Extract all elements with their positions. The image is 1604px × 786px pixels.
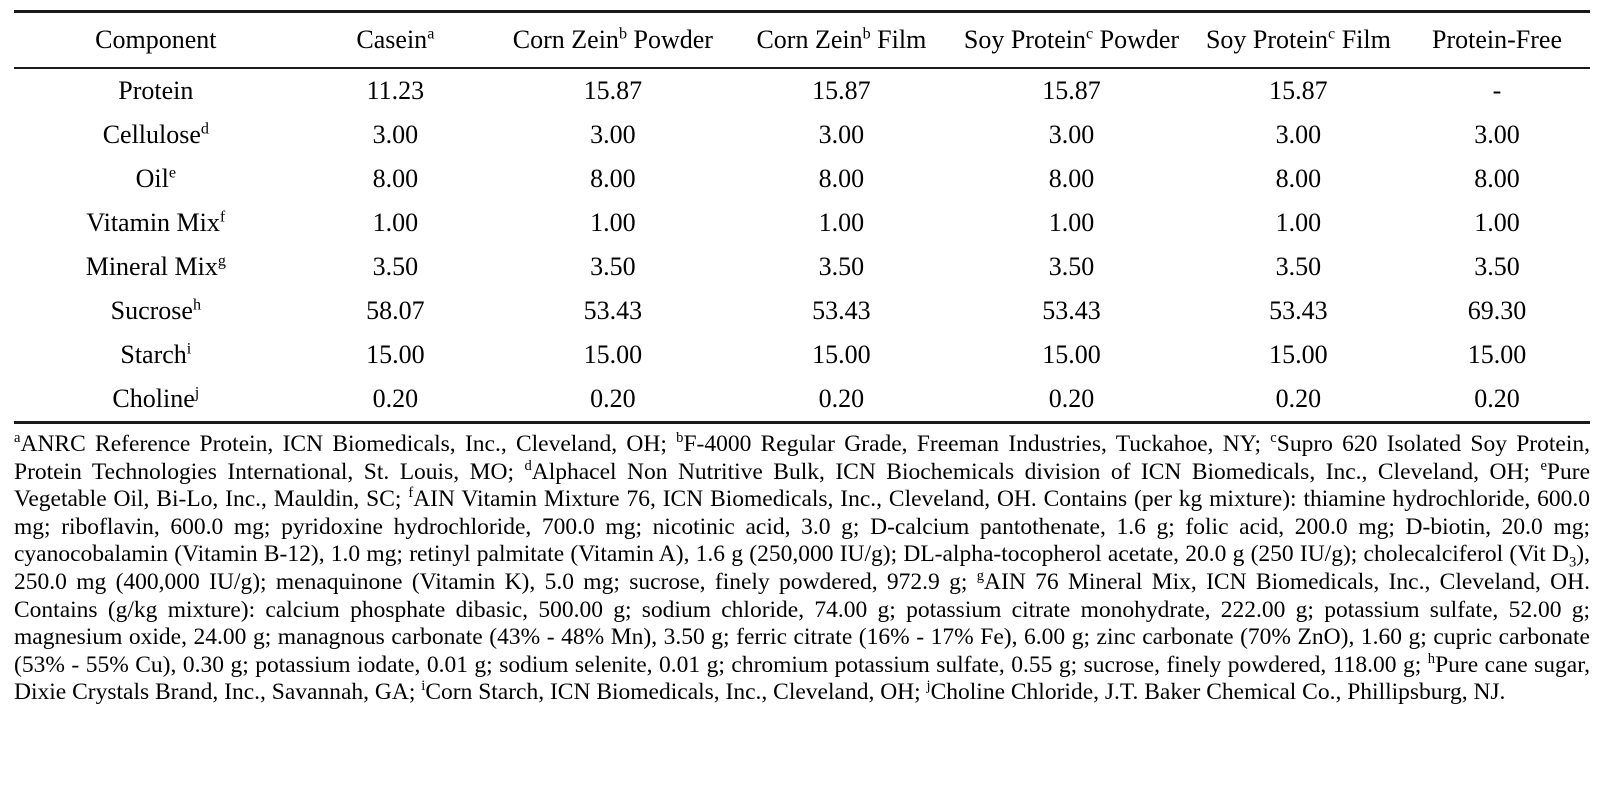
column-header-protein-free-label: Protein-Free [1432, 25, 1562, 54]
footnote-marker-h: h [1427, 651, 1436, 668]
footnote-text-d: Alphacel Non Nutritive Bulk, ICN Biochemicals division of ICN Biomedicals, Inc., Cleveland, OH; [531, 458, 1541, 485]
footnote-marker: i [186, 340, 192, 358]
footnote-text-g: AIN 76 Mineral Mix, ICN Biomedicals, Inc., Cleveland, OH. Contains (g/kg mixture): calcium phosphate dibasic, 500.00 g; sodium chloride, 74.00 g; potassium citrate monohydrate, 222.00 g; potassium sulfate, 52.00 g; magnesium oxide, 24.00 g; managnous carbonate (43% - 48% Mn), 3.50 g; ferric citrate (16% - 17% Fe), 6.00 g; zinc carbonate (70% ZnO), 1.60 g; cupric carbonate (53% - 55% Cu), 0.30 g; potassium iodate, 0.01 g; sodium selenite, 0.01 g; chromium potassium sulfate, 0.55 g; sucrose, finely powdered, 118.00 g; [14, 569, 1590, 678]
row-label-text: Sucrose [110, 296, 193, 325]
cell-soy-protein-film: 8.00 [1275, 164, 1322, 193]
cell-corn-zein-powder: 0.20 [590, 384, 636, 413]
table-footnotes [14, 431, 1590, 707]
vitamin-d3-subscript: 3 [1569, 555, 1577, 572]
footnote-text-f-part1: AIN Vitamin Mixture 76, ICN Biomedicals, Inc., Cleveland, OH. Contains (per kg mixture): thiamine hydrochloride, 600.0 mg; riboflavin, 600.0 mg; pyridoxine hydrochloride, 700.0 mg; nicotinic acid, 3.0 g; D-calcium pantothenate, 1.6 g; folic acid, 200.0 mg; D-biotin, 20.0 mg; cyanocobalamin (Vitamin B-12), 1.0 mg; retinyl palmitate (Vitamin A), 1.6 g (250,000 IU/g); DL-alpha-tocopherol acetate, 20.0 g (250 IU/g); cholecalciferol (Vit D [14, 486, 1590, 568]
row-label [14, 333, 298, 377]
footnote-text-e: Pure Vegetable Oil, Bi-Lo, Inc., Mauldin, SC; [14, 458, 1590, 513]
cell-protein-free: 3.50 [1474, 252, 1520, 281]
footnote-marker-g: g [976, 568, 985, 585]
row-label-text: Oil [135, 164, 169, 193]
row-label-text: Protein [118, 76, 194, 105]
cell-soy-protein-powder: 15.00 [1042, 340, 1101, 369]
column-header-corn-zein-powder-suffix: Powder [627, 25, 713, 54]
cell-soy-protein-film: 15.87 [1269, 76, 1328, 105]
cell-corn-zein-film: 3.00 [818, 120, 865, 149]
footnote-marker-c: c [1270, 430, 1277, 447]
cell-casein: 3.00 [372, 120, 419, 149]
footnote-marker-b: b [618, 25, 627, 43]
cell-soy-protein-powder: 0.20 [1048, 384, 1095, 413]
table-row [14, 69, 1590, 113]
footnote-marker-c: c [1085, 25, 1094, 43]
column-header-soy-protein-film-suffix: Film [1335, 25, 1391, 54]
table-row [14, 201, 1590, 245]
footnote-marker-c: c [1328, 25, 1336, 43]
diet-composition-table [14, 13, 1590, 67]
cell-soy-protein-film: 3.00 [1275, 120, 1322, 149]
column-header-protein-free [1404, 13, 1590, 67]
cell-soy-protein-film: 15.00 [1269, 340, 1328, 369]
footnote-marker-e: e [1540, 457, 1547, 474]
row-label-text: Vitamin Mix [86, 208, 220, 237]
cell-casein: 11.23 [366, 76, 425, 105]
cell-casein: 3.50 [372, 252, 419, 281]
cell-soy-protein-powder: 3.00 [1048, 120, 1095, 149]
column-header-corn-zein-film-suffix: Film [870, 25, 927, 54]
cell-protein-free: 8.00 [1474, 164, 1520, 193]
footnote-marker: f [219, 208, 226, 226]
cell-corn-zein-powder: 53.43 [583, 296, 643, 325]
row-label-text: Choline [112, 384, 195, 413]
column-header-soy-protein-powder-label: Soy Protein [963, 25, 1086, 54]
cell-corn-zein-film: 0.20 [818, 384, 865, 413]
row-label [14, 157, 298, 201]
footnote-marker: e [168, 164, 177, 182]
row-label-text: Cellulose [102, 120, 201, 149]
column-header-soy-protein-film [1193, 13, 1404, 67]
footnote-text-a: ANRC Reference Protein, ICN Biomedicals, Inc., Cleveland, OH; [20, 431, 677, 457]
column-header-soy-protein-film-label: Soy Protein [1205, 25, 1329, 54]
table-row [14, 157, 1590, 201]
footnote-text-f-part2: ), 250.0 mg (400,000 IU/g); menaquinone (Vitamin K), 5.0 mg; sucrose, finely powdered, 972.9 g; [14, 541, 1590, 596]
cell-protein-free: 1.00 [1474, 208, 1520, 237]
table-row [14, 113, 1590, 157]
cell-protein-free: 69.30 [1467, 296, 1527, 325]
row-label [14, 245, 298, 289]
cell-soy-protein-film: 1.00 [1275, 208, 1322, 237]
cell-casein: 15.00 [366, 340, 425, 369]
footnote-text-c: Supro 620 Isolated Soy Protein, Protein Technologies International, St. Louis, MO; [14, 431, 1590, 485]
cell-corn-zein-film: 8.00 [818, 164, 865, 193]
cell-protein-free: 15.00 [1467, 340, 1527, 369]
cell-casein: 58.07 [366, 296, 425, 325]
column-header-corn-zein-powder-label: Corn Zein [512, 25, 619, 54]
footnote-marker-b: b [676, 430, 684, 447]
row-label [14, 201, 298, 245]
cell-soy-protein-powder: 8.00 [1048, 164, 1095, 193]
column-header-casein [298, 13, 493, 67]
row-label-text: Mineral Mix [85, 252, 218, 281]
column-header-corn-zein-film-label: Corn Zein [756, 25, 863, 54]
footnote-text-h: Pure cane sugar, Dixie Crystals Brand, Inc., Savannah, GA; [14, 651, 1591, 706]
cell-corn-zein-powder: 1.00 [590, 208, 636, 237]
footnote-marker: d [200, 120, 209, 138]
table-row [14, 289, 1590, 333]
cell-protein-free: - [1492, 76, 1502, 105]
cell-corn-zein-film: 15.00 [812, 340, 871, 369]
footnote-marker-a: a [427, 25, 435, 43]
cell-corn-zein-film: 3.50 [818, 252, 865, 281]
cell-corn-zein-powder: 15.00 [583, 340, 643, 369]
footnote-marker-d: d [524, 457, 532, 474]
footnote-marker: g [217, 252, 226, 270]
cell-soy-protein-film: 53.43 [1269, 296, 1328, 325]
footnote-text-j: Choline Chloride, J.T. Baker Chemical Co., Phillipsburg, NJ. [930, 679, 1506, 706]
row-label [14, 69, 298, 113]
cell-corn-zein-film: 15.87 [812, 76, 871, 105]
table-row [14, 333, 1590, 377]
row-label [14, 377, 298, 421]
row-label [14, 289, 298, 333]
footnote-marker: j [194, 384, 200, 402]
footnote-paragraph [14, 431, 1590, 707]
cell-protein-free: 3.00 [1474, 120, 1520, 149]
cell-corn-zein-powder: 3.00 [590, 120, 636, 149]
table-row [14, 377, 1590, 421]
footnote-marker-i: i [421, 678, 426, 695]
cell-soy-protein-powder: 53.43 [1042, 296, 1101, 325]
row-label-text: Starch [120, 340, 187, 369]
column-header-component [14, 13, 298, 67]
cell-corn-zein-powder: 3.50 [590, 252, 636, 281]
column-header-casein-label: Casein [356, 25, 428, 54]
column-header-component-label: Component [95, 25, 217, 54]
column-header-corn-zein-powder [493, 13, 733, 67]
cell-casein: 8.00 [372, 164, 419, 193]
footnote-marker-f: f [408, 485, 414, 502]
cell-corn-zein-powder: 8.00 [590, 164, 636, 193]
footnote-marker-b: b [862, 25, 871, 43]
cell-casein: 1.00 [372, 208, 419, 237]
cell-soy-protein-powder: 1.00 [1048, 208, 1095, 237]
footnote-text-b: F-4000 Regular Grade, Freeman Industries, Tuckahoe, NY; [683, 431, 1271, 457]
cell-corn-zein-film: 1.00 [818, 208, 865, 237]
table-bottom-rule [14, 421, 1590, 424]
column-header-soy-protein-powder-suffix: Powder [1093, 25, 1180, 54]
cell-corn-zein-film: 53.43 [812, 296, 871, 325]
cell-soy-protein-film: 3.50 [1275, 252, 1322, 281]
diet-composition-table-body [14, 69, 1590, 421]
table-row [14, 245, 1590, 289]
cell-soy-protein-powder: 3.50 [1048, 252, 1095, 281]
cell-soy-protein-powder: 15.87 [1042, 76, 1101, 105]
cell-corn-zein-powder: 15.87 [583, 76, 643, 105]
row-label [14, 113, 298, 157]
column-header-soy-protein-powder [950, 13, 1193, 67]
table-header-row [14, 13, 1590, 67]
footnote-marker: h [192, 296, 202, 314]
footnote-marker-j: j [926, 678, 931, 695]
column-header-corn-zein-film [733, 13, 950, 67]
cell-casein: 0.20 [372, 384, 419, 413]
cell-soy-protein-film: 0.20 [1275, 384, 1322, 413]
footnote-text-i: Corn Starch, ICN Biomedicals, Inc., Cleveland, OH; [425, 679, 927, 706]
cell-protein-free: 0.20 [1474, 384, 1520, 413]
footnote-marker-a: a [14, 430, 21, 447]
